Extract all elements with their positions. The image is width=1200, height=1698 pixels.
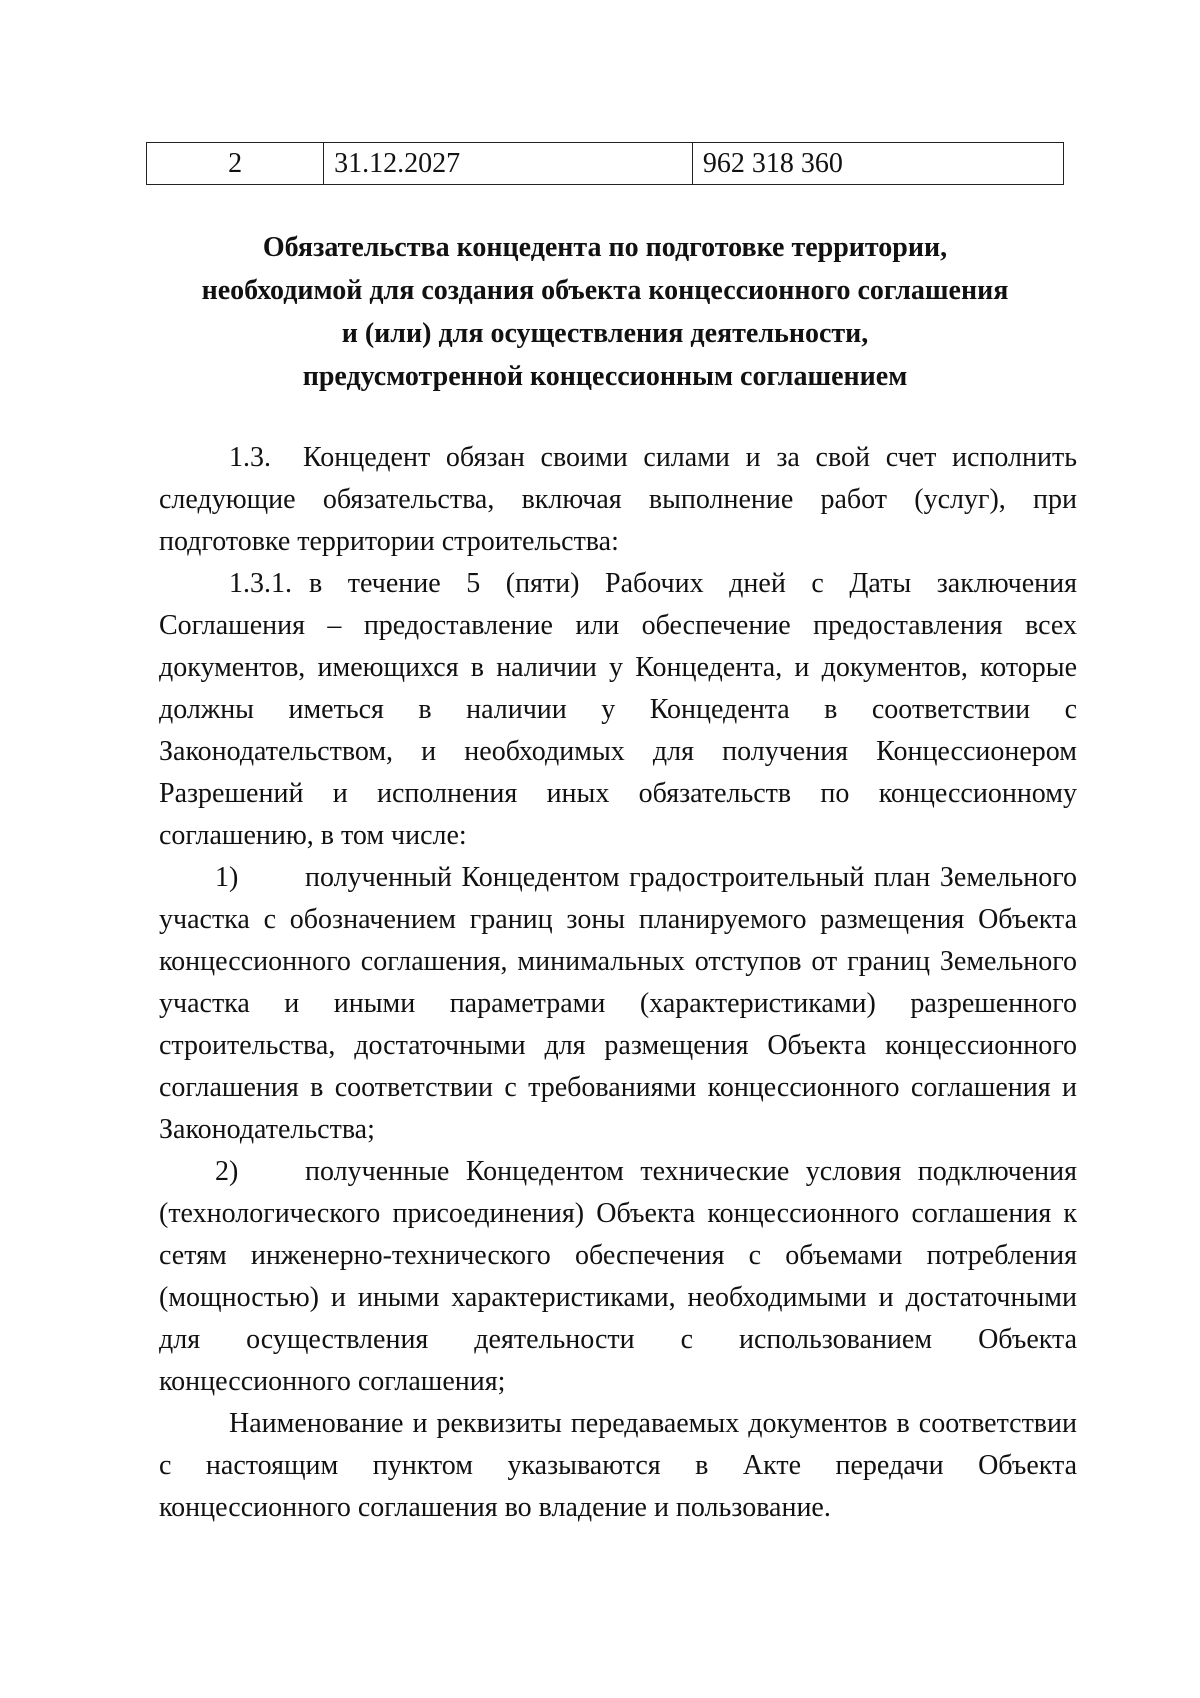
- list-item: [159, 1151, 1077, 1403]
- heading-line: необходимой для создания объекта концессионного соглашения: [201, 275, 1009, 306]
- row-number-cell: 2: [147, 143, 324, 185]
- date-cell: 31.12.2027: [324, 143, 693, 185]
- document-body: [159, 437, 1077, 1529]
- heading-line: Обязательства концедента по подготовке территории,: [262, 232, 948, 263]
- clause-1-3-1: [159, 563, 1077, 857]
- clause-text: Концедент обязан своими силами и за свой счет исполнить следующие обязательства, включая выполнение работ (услуг), при подготовке территории строительства:: [159, 442, 1077, 557]
- clause-number: 1.3.1.: [229, 568, 292, 599]
- list-item-number: 1): [215, 862, 239, 893]
- clause-1-3: [159, 437, 1077, 563]
- list-item: [159, 857, 1077, 1151]
- list-item-text: полученные Концедентом технические условия подключения (технологического присоединения) Объекта концессионного соглашения к сетям инженерно-технического обеспечения с объемами потребления (мощностью) и иными характеристиками, необходимыми и достаточными для осуществления деятельности с использованием Объекта концессионного соглашения;: [159, 1156, 1077, 1397]
- payment-schedule-table: [146, 142, 1064, 185]
- clause-number: 1.3.: [229, 442, 271, 473]
- list-item-number: 2): [215, 1156, 239, 1187]
- amount-cell: 962 318 360: [692, 143, 1063, 185]
- heading-line: и (или) для осуществления деятельности,: [341, 318, 869, 349]
- heading-line: предусмотренной концессионным соглашением: [302, 361, 908, 392]
- clause-text: в течение 5 (пяти) Рабочих дней с Даты заключения Соглашения – предоставление или обеспечение предоставления всех документов, имеющихся в наличии у Концедента, и документов, которые должны иметься в наличии у Концедента в соответствии с Законодательством, и необходимых для получения Концессионером Разрешений и исполнения иных обязательств по концессионному соглашению, в том числе:: [159, 568, 1077, 851]
- list-item-text: полученный Концедентом градостроительный план Земельного участка с обозначением границ зоны планируемого размещения Объекта концессионного соглашения, минимальных отступов от границ Земельного участка и иными параметрами (характеристиками) разрешенного строительства, достаточными для размещения Объекта концессионного соглашения в соответствии с требованиями концессионного соглашения и Законодательства;: [159, 862, 1077, 1145]
- closing-paragraph: Наименование и реквизиты передаваемых документов в соответствии с настоящим пунктом указываются в Акте передачи Объекта концессионного соглашения во владение и пользование.: [159, 1408, 1077, 1523]
- table-row: [147, 143, 1064, 185]
- section-heading: [146, 226, 1064, 398]
